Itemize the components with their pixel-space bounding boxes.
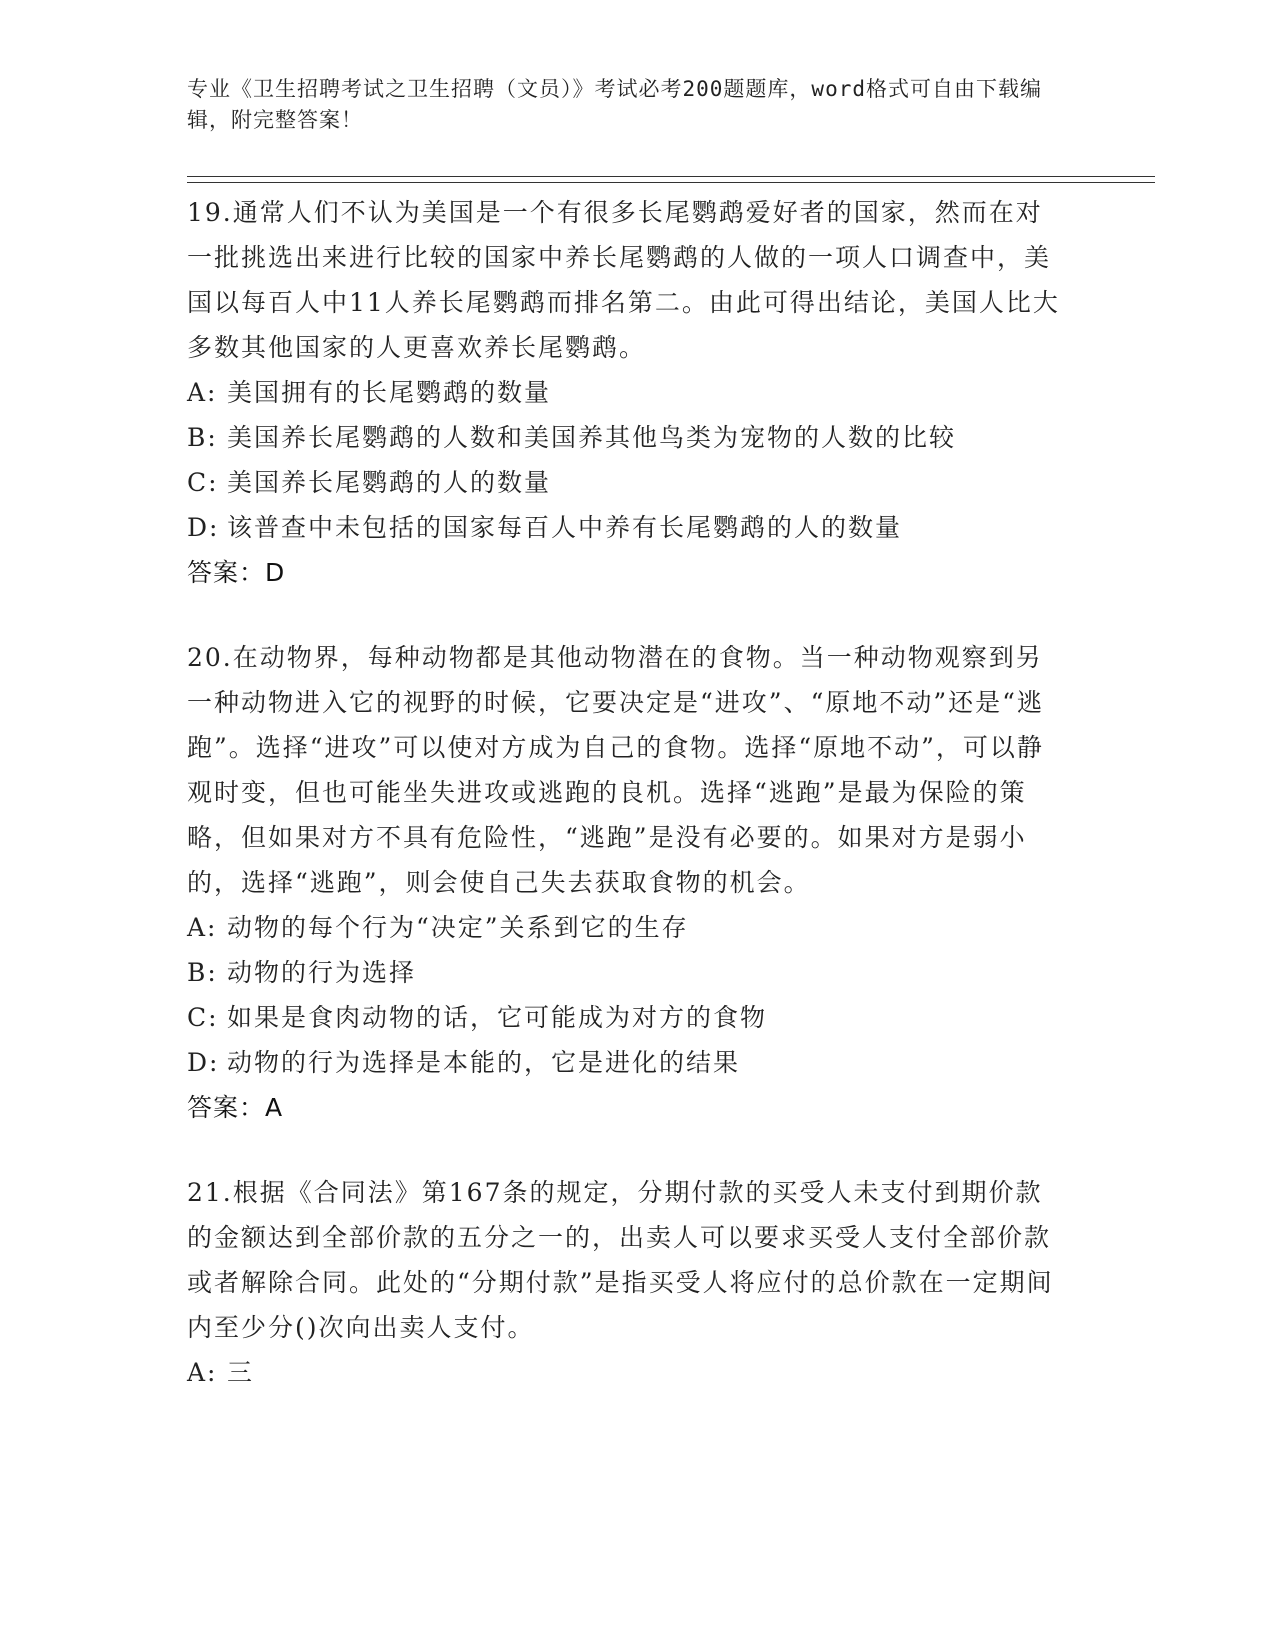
option-key: C: bbox=[187, 1003, 219, 1032]
option-key: B: bbox=[187, 423, 218, 452]
question-20 bbox=[187, 635, 1067, 1130]
option-text: 动物的行为选择是本能的，它是进化的结果 bbox=[227, 1048, 741, 1077]
option-d bbox=[187, 1040, 1067, 1085]
option-text: 如果是食肉动物的话，它可能成为对方的食物 bbox=[227, 1003, 768, 1032]
option-key: D: bbox=[187, 1048, 220, 1077]
option-text: 动物的每个行为“决定”关系到它的生存 bbox=[227, 913, 689, 942]
option-key: A: bbox=[187, 913, 218, 942]
option-key: C: bbox=[187, 468, 219, 497]
option-text: 三 bbox=[227, 1358, 255, 1387]
option-key: A: bbox=[187, 1358, 218, 1387]
header-divider-top bbox=[187, 176, 1155, 177]
option-b bbox=[187, 415, 1067, 460]
document-header: 专业《卫生招聘考试之卫生招聘（文员）》考试必考200题题库，word格式可自由下载编辑，附完整答案！ bbox=[187, 77, 1042, 132]
option-text: 美国养长尾鹦鹉的人的数量 bbox=[227, 468, 552, 497]
option-c bbox=[187, 460, 1067, 505]
option-d bbox=[187, 505, 1067, 550]
question-21 bbox=[187, 1170, 1067, 1395]
option-c bbox=[187, 995, 1067, 1040]
option-text: 动物的行为选择 bbox=[227, 958, 417, 987]
answer-line: 答案：D bbox=[187, 558, 286, 587]
option-a bbox=[187, 905, 1067, 950]
option-key: A: bbox=[187, 378, 218, 407]
question-list bbox=[187, 190, 1067, 1435]
option-a bbox=[187, 1350, 1067, 1395]
option-text: 美国拥有的长尾鹦鹉的数量 bbox=[227, 378, 552, 407]
option-a bbox=[187, 370, 1067, 415]
answer-line: 答案：A bbox=[187, 1093, 284, 1122]
option-text: 美国养长尾鹦鹉的人数和美国养其他鸟类为宠物的人数的比较 bbox=[227, 423, 957, 452]
question-19 bbox=[187, 190, 1067, 595]
header-divider-bottom bbox=[187, 182, 1155, 183]
option-key: D: bbox=[187, 513, 220, 542]
question-stem: 21.根据《合同法》第167条的规定，分期付款的买受人未支付到期价款的金额达到全部价款的五分之一的，出卖人可以要求买受人支付全部价款或者解除合同。此处的“分期付款”是指买受人将应付的总价款在一定期间内至少分()次向出卖人支付。 bbox=[187, 1178, 1054, 1342]
option-b bbox=[187, 950, 1067, 995]
option-text: 该普查中未包括的国家每百人中养有长尾鹦鹉的人的数量 bbox=[227, 513, 903, 542]
option-key: B: bbox=[187, 958, 218, 987]
question-stem: 20.在动物界，每种动物都是其他动物潜在的食物。当一种动物观察到另一种动物进入它的视野的时候，它要决定是“进攻”、“原地不动”还是“逃跑”。选择“进攻”可以使对方成为自己的食物。选择“原地不动”，可以静观时变，但也可能坐失进攻或逃跑的良机。选择“逃跑”是最为保险的策略，但如果对方不具有危险性，“逃跑”是没有必要的。如果对方是弱小的，选择“逃跑”，则会使自己失去获取食物的机会。 bbox=[187, 643, 1044, 897]
question-stem: 19.通常人们不认为美国是一个有很多长尾鹦鹉爱好者的国家，然而在对一批挑选出来进行比较的国家中养长尾鹦鹉的人做的一项人口调查中，美国以每百人中11人养长尾鹦鹉而排名第二。由此可得出结论，美国人比大多数其他国家的人更喜欢养长尾鹦鹉。 bbox=[187, 198, 1060, 362]
